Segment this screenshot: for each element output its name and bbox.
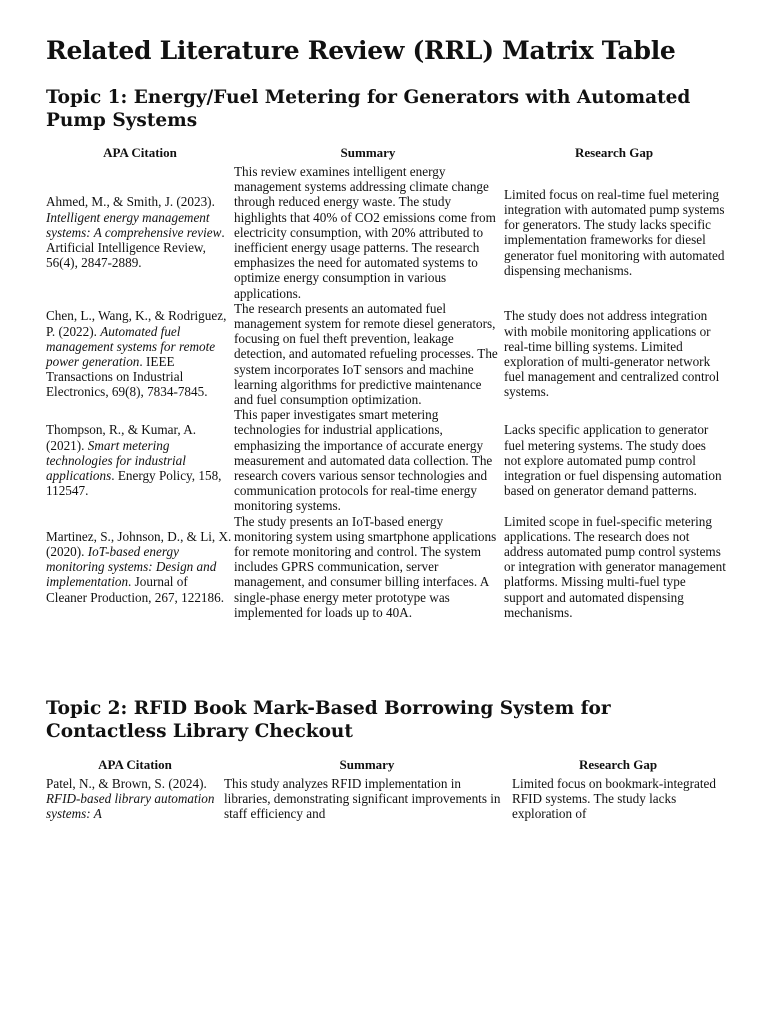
header-apa-citation: APA Citation	[98, 757, 172, 772]
citation-title: RFID-based library automation systems: A	[46, 791, 215, 822]
summary-cell: The study presents an IoT-based energy monitoring system using smartphone applications for remote monitoring and control. The system includes GPRS communication, server management, and consumer billing interfaces. A single-phase energy meter prototype was implemented for loads up to 40A.	[234, 513, 497, 620]
citation-title: Intelligent energy management systems: A comprehensive review	[46, 209, 222, 240]
table-row	[46, 301, 726, 407]
citation-authors: Thompson, R., & Kumar, A. (2021).	[46, 422, 197, 453]
summary-cell: This paper investigates smart metering technologies for industrial applications, emphasizing the importance of accurate energy measurement and automated data collection. The research covers various sensor technologies and communication protocols for real-time energy monitoring systems.	[234, 407, 493, 514]
rrl-table-topic-1	[46, 145, 726, 620]
summary-cell: This study analyzes RFID implementation in libraries, demonstrating significant improvements in staff efficiency and	[224, 776, 501, 822]
table-row	[46, 407, 726, 513]
citation-authors: Martinez, S., Johnson, D., & Li, X. (2020).	[46, 528, 232, 560]
research-gap-cell: Limited scope in fuel-specific metering applications. The research does not address automated pump control systems or integration with generator management platforms. Missing multi-fuel type support and automated dispensing mechanisms.	[504, 513, 726, 620]
table-header-row	[46, 757, 726, 776]
research-gap-cell: Limited focus on bookmark-integrated RFID systems. The study lacks exploration of	[512, 776, 716, 822]
research-gap-cell: Limited focus on real-time fuel metering integration with automated pump systems for generators. The study lacks specific implementation frameworks for diesel generator fuel monitoring with automated dispensing mechanisms.	[504, 186, 725, 278]
header-apa-citation: APA Citation	[103, 145, 177, 160]
citation-source: . Artificial Intelligence Review, 56(4), 2847-2889.	[46, 224, 225, 271]
topic-1-title: Topic 1: Energy/Fuel Metering for Generators with Automated Pump Systems	[46, 87, 691, 131]
topic-2-title: Topic 2: RFID Book Mark-Based Borrowing System for Contactless Library Checkout	[46, 698, 611, 742]
research-gap-cell: The study does not address integration with mobile monitoring applications or real-time billing systems. Limited exploration of multi-generator network fuel management and centralized control systems.	[504, 308, 720, 400]
citation-source: . IEEE Transactions on Industrial Electronics, 69(8), 7834-7845.	[46, 354, 208, 400]
rrl-table-topic-2	[46, 757, 726, 822]
summary-cell: The research presents an automated fuel management system for remote diesel generators, focusing on fuel theft prevention, leakage detection, and automated refueling processes. The system incorporates IoT sensors and machine learning algorithms for predictive maintenance and fuel consumption optimization.	[234, 300, 498, 408]
citation-source: . Energy Policy, 158, 112547.	[46, 468, 222, 499]
citation-cell	[46, 164, 234, 301]
research-gap-cell: Lacks specific application to generator fuel metering systems. The study does not explore automated pump control integration or fuel dispensing automation based on generator demand patterns.	[504, 422, 722, 499]
citation-title: Automated fuel management systems for remote power generation	[46, 323, 216, 370]
header-research-gap: Research Gap	[574, 145, 654, 160]
page-title: Related Literature Review (RRL) Matrix Table	[46, 36, 676, 65]
table-row	[46, 514, 726, 620]
citation-source: . Journal of Cleaner Production, 267, 122186.	[46, 574, 225, 605]
summary-cell: This review examines intelligent energy management systems addressing climate change through reduced energy waste. The study highlights that 40% of CO2 emissions come from electricity consumption, with 20% attributed to inefficient energy usage patterns. The research emphasizes the need for automated systems to optimize energy consumption in various applications.	[234, 164, 496, 301]
citation-title: Smart metering technologies for industrial applications	[46, 437, 186, 484]
header-summary: Summary	[340, 145, 396, 160]
table-row	[46, 164, 726, 301]
citation-cell	[46, 514, 234, 620]
citation-title: IoT-based energy monitoring systems: Design and implementation	[46, 544, 217, 590]
table-row	[46, 776, 726, 822]
citation-authors: Ahmed, M., & Smith, J. (2023).	[46, 194, 215, 210]
citation-authors: Patel, N., & Brown, S. (2024).	[46, 776, 207, 791]
header-summary: Summary	[339, 757, 395, 772]
citation-authors: Chen, L., Wang, K., & Rodriguez, P. (2022).	[46, 308, 227, 339]
header-research-gap: Research Gap	[578, 757, 658, 772]
citation-cell	[46, 407, 234, 513]
citation-cell	[46, 301, 234, 407]
table-header-row	[46, 145, 726, 164]
citation-cell	[46, 776, 224, 822]
